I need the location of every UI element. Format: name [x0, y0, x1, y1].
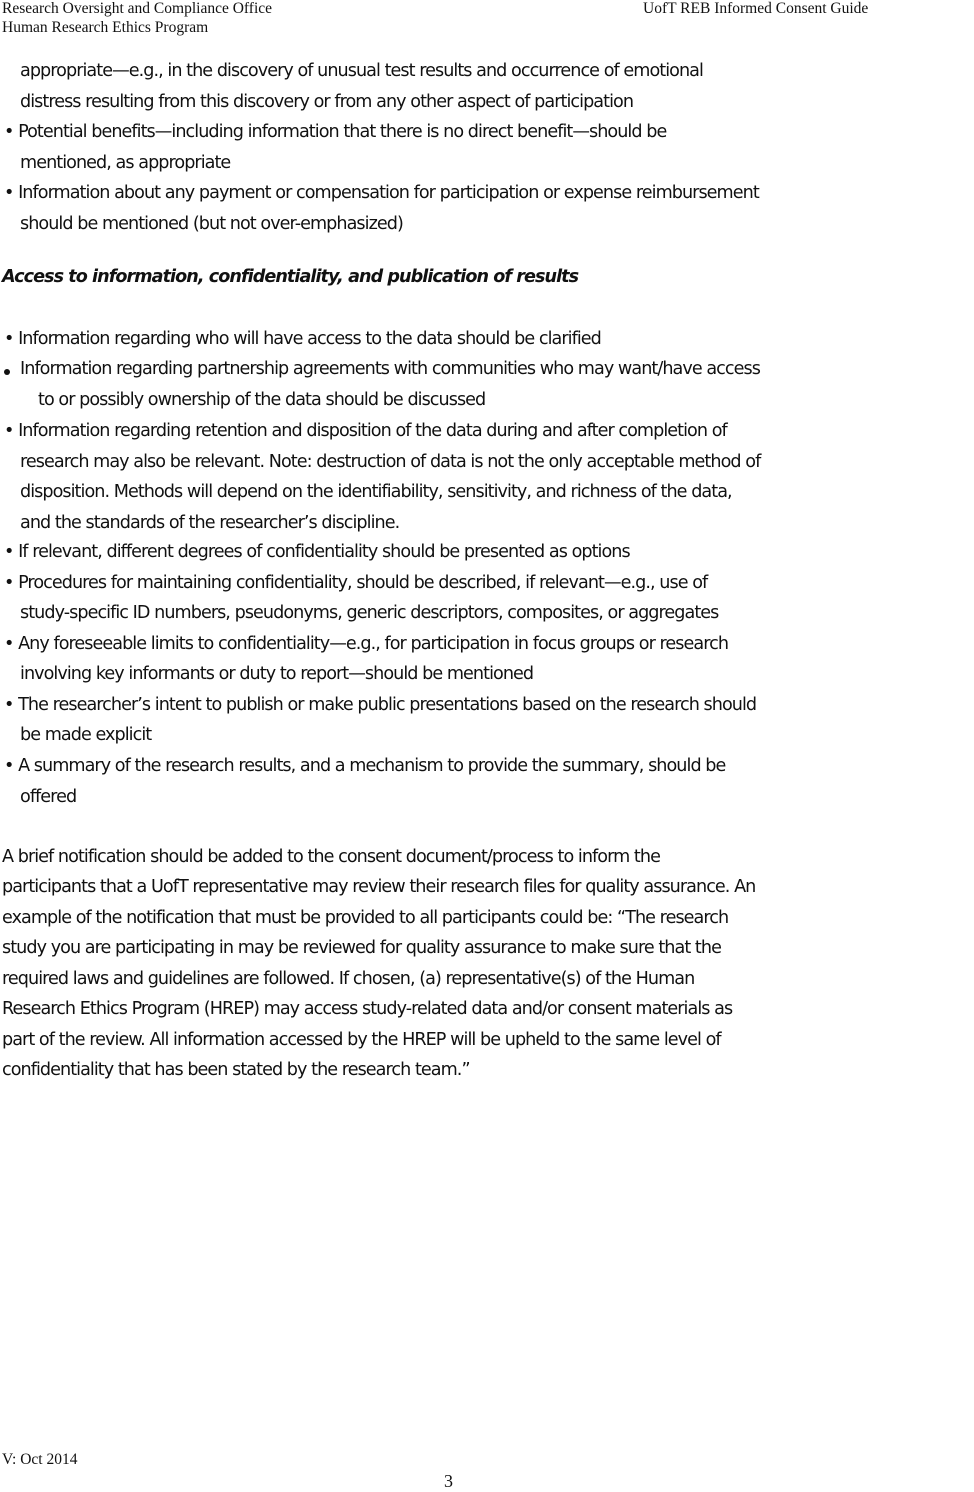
bullet-degrees: • If relevant, different degrees of confidentiality should be presented as options [4, 542, 630, 562]
paragraph-line: example of the notification that must be provided to all participants could be: “The research [2, 908, 729, 928]
bullet-benefits-cont: mentioned, as appropriate [20, 153, 231, 173]
bullet-benefits: • Potential benefits—including information that there is no direct benefit—should be [4, 122, 667, 142]
page-number: 3 [444, 1471, 453, 1491]
bullet-summary: • A summary of the research results, and a mechanism to provide the summary, should be [4, 756, 726, 776]
paragraph-line: part of the review. All information accessed by the HREP will be upheld to the same level of [2, 1030, 721, 1050]
bullet-retention: • Information regarding retention and disposition of the data during and after completion of [4, 421, 727, 441]
continuation-line: appropriate—e.g., in the discovery of unusual test results and occurrence of emotional [20, 61, 703, 81]
bullet-retention-cont: and the standards of the researcher’s discipline. [20, 513, 400, 533]
header-program: Human Research Ethics Program [2, 19, 209, 36]
bullet-procedures-cont: study-specific ID numbers, pseudonyms, generic descriptors, composites, or aggregates [20, 603, 719, 623]
bullet-partnership-cont: to or possibly ownership of the data should be discussed [38, 390, 486, 410]
paragraph-line: participants that a UofT representative may review their research files for quality assurance. An [2, 877, 756, 897]
paragraph-line: Research Ethics Program (HREP) may access study-related data and/or consent materials as [2, 999, 733, 1019]
bullet-limits-cont: involving key informants or duty to report—should be mentioned [20, 664, 534, 684]
bullet-partnership [0, 359, 974, 419]
bullet-dot [4, 369, 10, 375]
paragraph-line: study you are participating in may be reviewed for quality assurance to make sure that the [2, 938, 721, 958]
bullet-retention-cont: disposition. Methods will depend on the identifiability, sensitivity, and richness of the data, [20, 482, 732, 502]
bullet-retention-cont: research may also be relevant. Note: destruction of data is not the only acceptable method of [20, 452, 761, 472]
paragraph-line: confidentiality that has been stated by the research team.” [2, 1060, 470, 1080]
bullet-partnership-line: Information regarding partnership agreements with communities who may want/have access [20, 359, 760, 379]
bullet-publish-cont: be made explicit [20, 725, 152, 745]
header-office: Research Oversight and Compliance Office [2, 0, 273, 17]
footer-version: V: Oct 2014 [2, 1451, 78, 1468]
header-guide-title: UofT REB Informed Consent Guide [643, 0, 869, 17]
bullet-limits: • Any foreseeable limits to confidentiality—e.g., for participation in focus groups or research [4, 634, 729, 654]
bullet-summary-cont: offered [20, 787, 77, 807]
bullet-payment-cont: should be mentioned (but not over-emphasized) [20, 214, 403, 234]
bullet-procedures: • Procedures for maintaining confidentiality, should be described, if relevant—e.g., use of [4, 573, 708, 593]
section-heading: Access to information, confidentiality, and publication of results [2, 267, 579, 287]
paragraph-line: required laws and guidelines are followed. If chosen, (a) representative(s) of the Human [2, 969, 695, 989]
continuation-line: distress resulting from this discovery or from any other aspect of participation [20, 92, 634, 112]
bullet-payment: • Information about any payment or compensation for participation or expense reimbursement [4, 183, 759, 203]
bullet-publish: • The researcher’s intent to publish or make public presentations based on the research should [4, 695, 757, 715]
page-header-left [2, 0, 272, 37]
bullet-data-access: • Information regarding who will have access to the data should be clarified [4, 329, 601, 349]
paragraph-line: A brief notification should be added to the consent document/process to inform the [2, 847, 660, 867]
